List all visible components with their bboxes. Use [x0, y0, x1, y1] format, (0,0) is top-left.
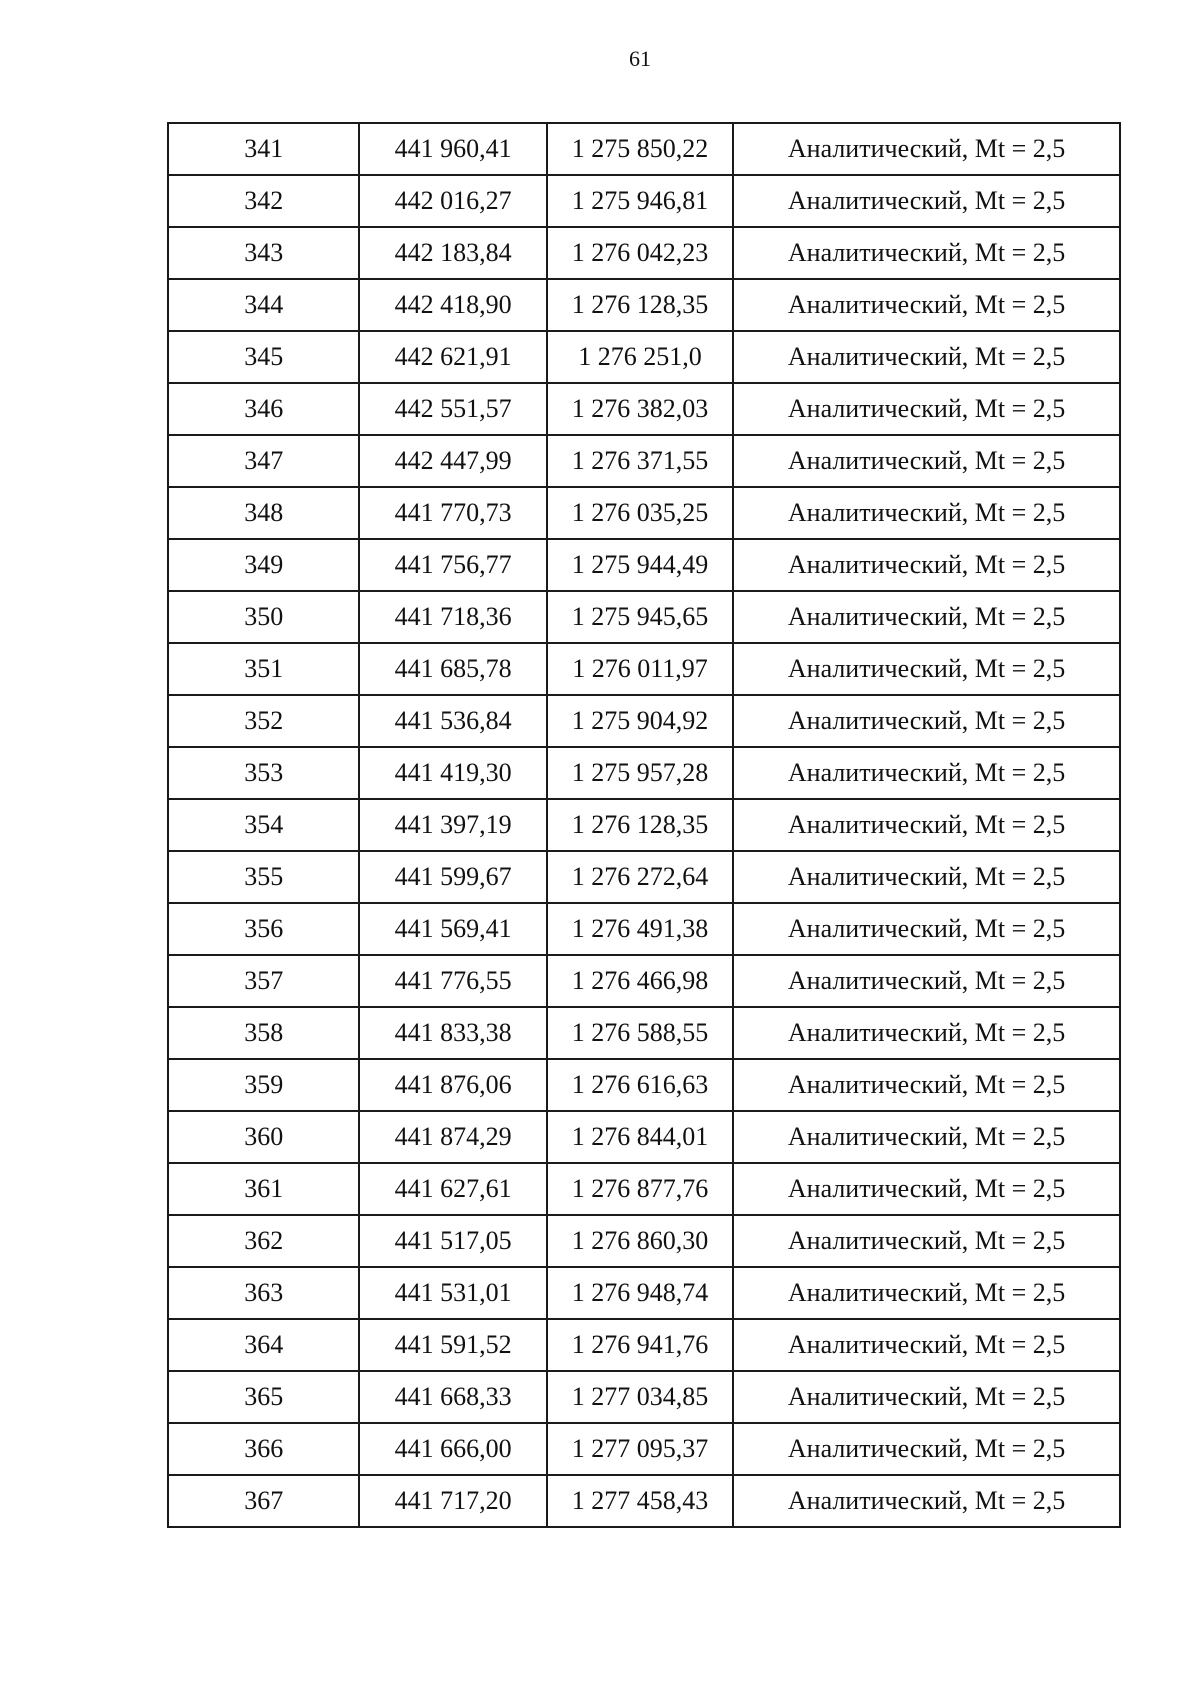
x-coordinate-cell: 441 876,06 — [359, 1059, 546, 1111]
table-row — [168, 227, 1120, 279]
method-cell: Аналитический, Mt = 2,5 — [733, 799, 1120, 851]
y-coordinate-cell: 1 276 491,38 — [547, 903, 733, 955]
table-row — [168, 331, 1120, 383]
y-coordinate-cell: 1 276 860,30 — [547, 1215, 733, 1267]
x-coordinate-cell: 442 551,57 — [359, 383, 546, 435]
point-number-cell: 345 — [168, 331, 359, 383]
table-row — [168, 123, 1120, 175]
method-cell: Аналитический, Mt = 2,5 — [733, 1267, 1120, 1319]
table-row — [168, 1215, 1120, 1267]
y-coordinate-cell: 1 276 877,76 — [547, 1163, 733, 1215]
point-number-cell: 363 — [168, 1267, 359, 1319]
method-cell: Аналитический, Mt = 2,5 — [733, 903, 1120, 955]
method-cell: Аналитический, Mt = 2,5 — [733, 435, 1120, 487]
method-cell: Аналитический, Mt = 2,5 — [733, 539, 1120, 591]
method-cell: Аналитический, Mt = 2,5 — [733, 955, 1120, 1007]
y-coordinate-cell: 1 276 588,55 — [547, 1007, 733, 1059]
point-number-cell: 355 — [168, 851, 359, 903]
method-cell: Аналитический, Mt = 2,5 — [733, 591, 1120, 643]
method-cell: Аналитический, Mt = 2,5 — [733, 747, 1120, 799]
y-coordinate-cell: 1 275 957,28 — [547, 747, 733, 799]
y-coordinate-cell: 1 277 095,37 — [547, 1423, 733, 1475]
x-coordinate-cell: 441 756,77 — [359, 539, 546, 591]
table-row — [168, 955, 1120, 1007]
y-coordinate-cell: 1 275 946,81 — [547, 175, 733, 227]
y-coordinate-cell: 1 275 904,92 — [547, 695, 733, 747]
coordinates-table-body — [168, 123, 1120, 1527]
method-cell: Аналитический, Mt = 2,5 — [733, 1111, 1120, 1163]
table-row — [168, 747, 1120, 799]
point-number-cell: 349 — [168, 539, 359, 591]
point-number-cell: 362 — [168, 1215, 359, 1267]
y-coordinate-cell: 1 275 944,49 — [547, 539, 733, 591]
method-cell: Аналитический, Mt = 2,5 — [733, 1423, 1120, 1475]
x-coordinate-cell: 441 874,29 — [359, 1111, 546, 1163]
x-coordinate-cell: 441 717,20 — [359, 1475, 546, 1527]
method-cell: Аналитический, Mt = 2,5 — [733, 1163, 1120, 1215]
x-coordinate-cell: 441 833,38 — [359, 1007, 546, 1059]
method-cell: Аналитический, Mt = 2,5 — [733, 331, 1120, 383]
method-cell: Аналитический, Mt = 2,5 — [733, 1475, 1120, 1527]
table-row — [168, 383, 1120, 435]
x-coordinate-cell: 441 668,33 — [359, 1371, 546, 1423]
y-coordinate-cell: 1 275 850,22 — [547, 123, 733, 175]
table-row — [168, 591, 1120, 643]
point-number-cell: 353 — [168, 747, 359, 799]
point-number-cell: 343 — [168, 227, 359, 279]
y-coordinate-cell: 1 276 948,74 — [547, 1267, 733, 1319]
point-number-cell: 359 — [168, 1059, 359, 1111]
point-number-cell: 352 — [168, 695, 359, 747]
method-cell: Аналитический, Mt = 2,5 — [733, 1215, 1120, 1267]
method-cell: Аналитический, Mt = 2,5 — [733, 1007, 1120, 1059]
x-coordinate-cell: 441 531,01 — [359, 1267, 546, 1319]
table-row — [168, 1267, 1120, 1319]
point-number-cell: 344 — [168, 279, 359, 331]
table-row — [168, 1059, 1120, 1111]
table-row — [168, 695, 1120, 747]
method-cell: Аналитический, Mt = 2,5 — [733, 175, 1120, 227]
y-coordinate-cell: 1 277 034,85 — [547, 1371, 733, 1423]
method-cell: Аналитический, Mt = 2,5 — [733, 851, 1120, 903]
table-row — [168, 1423, 1120, 1475]
point-number-cell: 357 — [168, 955, 359, 1007]
table-row — [168, 1163, 1120, 1215]
x-coordinate-cell: 441 627,61 — [359, 1163, 546, 1215]
page-number: 61 — [629, 46, 651, 71]
table-row — [168, 175, 1120, 227]
x-coordinate-cell: 441 569,41 — [359, 903, 546, 955]
table-row — [168, 851, 1120, 903]
point-number-cell: 360 — [168, 1111, 359, 1163]
point-number-cell: 365 — [168, 1371, 359, 1423]
y-coordinate-cell: 1 276 941,76 — [547, 1319, 733, 1371]
point-number-cell: 364 — [168, 1319, 359, 1371]
method-cell: Аналитический, Mt = 2,5 — [733, 123, 1120, 175]
point-number-cell: 354 — [168, 799, 359, 851]
x-coordinate-cell: 441 770,73 — [359, 487, 546, 539]
x-coordinate-cell: 441 591,52 — [359, 1319, 546, 1371]
point-number-cell: 358 — [168, 1007, 359, 1059]
point-number-cell: 346 — [168, 383, 359, 435]
point-number-cell: 361 — [168, 1163, 359, 1215]
y-coordinate-cell: 1 276 616,63 — [547, 1059, 733, 1111]
x-coordinate-cell: 441 419,30 — [359, 747, 546, 799]
y-coordinate-cell: 1 276 844,01 — [547, 1111, 733, 1163]
x-coordinate-cell: 442 016,27 — [359, 175, 546, 227]
method-cell: Аналитический, Mt = 2,5 — [733, 383, 1120, 435]
method-cell: Аналитический, Mt = 2,5 — [733, 279, 1120, 331]
x-coordinate-cell: 442 621,91 — [359, 331, 546, 383]
x-coordinate-cell: 442 183,84 — [359, 227, 546, 279]
table-row — [168, 435, 1120, 487]
x-coordinate-cell: 441 776,55 — [359, 955, 546, 1007]
x-coordinate-cell: 441 599,67 — [359, 851, 546, 903]
y-coordinate-cell: 1 276 382,03 — [547, 383, 733, 435]
method-cell: Аналитический, Mt = 2,5 — [733, 227, 1120, 279]
point-number-cell: 367 — [168, 1475, 359, 1527]
point-number-cell: 341 — [168, 123, 359, 175]
method-cell: Аналитический, Mt = 2,5 — [733, 643, 1120, 695]
y-coordinate-cell: 1 276 042,23 — [547, 227, 733, 279]
table-row — [168, 903, 1120, 955]
x-coordinate-cell: 441 685,78 — [359, 643, 546, 695]
table-row — [168, 1111, 1120, 1163]
x-coordinate-cell: 441 960,41 — [359, 123, 546, 175]
x-coordinate-cell: 442 418,90 — [359, 279, 546, 331]
x-coordinate-cell: 442 447,99 — [359, 435, 546, 487]
point-number-cell: 366 — [168, 1423, 359, 1475]
method-cell: Аналитический, Mt = 2,5 — [733, 695, 1120, 747]
y-coordinate-cell: 1 276 035,25 — [547, 487, 733, 539]
y-coordinate-cell: 1 276 128,35 — [547, 799, 733, 851]
method-cell: Аналитический, Mt = 2,5 — [733, 1319, 1120, 1371]
y-coordinate-cell: 1 275 945,65 — [547, 591, 733, 643]
table-row — [168, 799, 1120, 851]
point-number-cell: 351 — [168, 643, 359, 695]
table-row — [168, 539, 1120, 591]
table-row — [168, 643, 1120, 695]
table-row — [168, 1319, 1120, 1371]
x-coordinate-cell: 441 718,36 — [359, 591, 546, 643]
point-number-cell: 347 — [168, 435, 359, 487]
x-coordinate-cell: 441 536,84 — [359, 695, 546, 747]
point-number-cell: 350 — [168, 591, 359, 643]
point-number-cell: 356 — [168, 903, 359, 955]
table-row — [168, 487, 1120, 539]
y-coordinate-cell: 1 276 011,97 — [547, 643, 733, 695]
y-coordinate-cell: 1 276 251,0 — [547, 331, 733, 383]
table-row — [168, 279, 1120, 331]
table-row — [168, 1371, 1120, 1423]
x-coordinate-cell: 441 517,05 — [359, 1215, 546, 1267]
coordinates-table — [167, 122, 1121, 1528]
method-cell: Аналитический, Mt = 2,5 — [733, 487, 1120, 539]
method-cell: Аналитический, Mt = 2,5 — [733, 1371, 1120, 1423]
point-number-cell: 348 — [168, 487, 359, 539]
table-row — [168, 1007, 1120, 1059]
y-coordinate-cell: 1 276 466,98 — [547, 955, 733, 1007]
point-number-cell: 342 — [168, 175, 359, 227]
x-coordinate-cell: 441 397,19 — [359, 799, 546, 851]
y-coordinate-cell: 1 277 458,43 — [547, 1475, 733, 1527]
y-coordinate-cell: 1 276 371,55 — [547, 435, 733, 487]
x-coordinate-cell: 441 666,00 — [359, 1423, 546, 1475]
y-coordinate-cell: 1 276 128,35 — [547, 279, 733, 331]
y-coordinate-cell: 1 276 272,64 — [547, 851, 733, 903]
method-cell: Аналитический, Mt = 2,5 — [733, 1059, 1120, 1111]
table-row — [168, 1475, 1120, 1527]
